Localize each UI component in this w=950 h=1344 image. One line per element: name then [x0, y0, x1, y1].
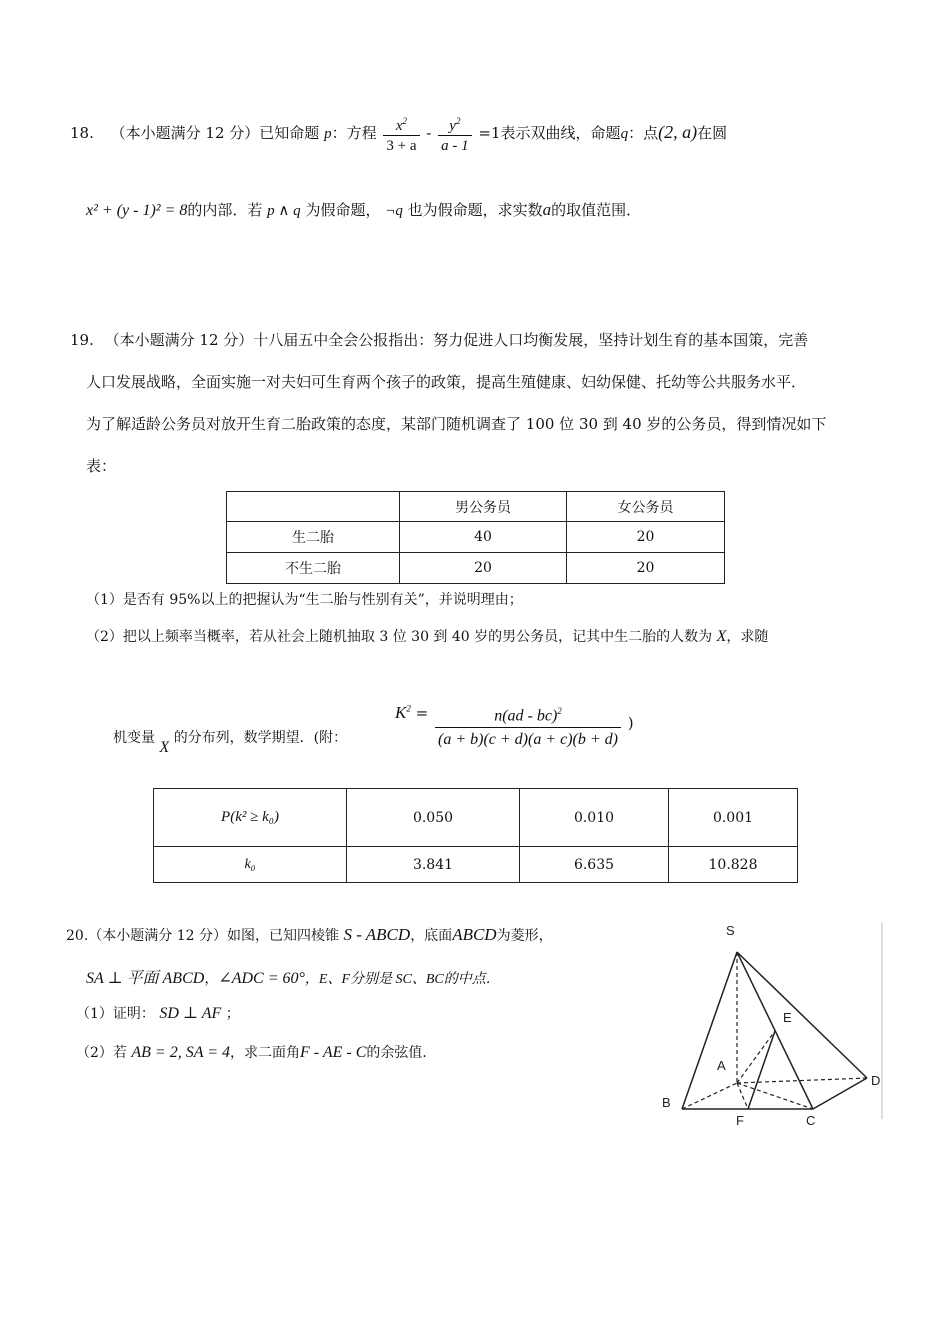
label-A: A: [717, 1058, 726, 1073]
q18-notq: ¬q: [385, 203, 403, 219]
q20-text: ，: [204, 971, 219, 987]
q18-a: a: [542, 200, 552, 219]
q20-text: ，底面: [410, 928, 453, 944]
q18-minus: -: [426, 124, 432, 142]
label-S: S: [726, 923, 735, 938]
edge-CD: [813, 1078, 867, 1109]
table-cell: P(k² ≥ k₀): [154, 789, 347, 847]
edge-EF: [748, 1031, 775, 1109]
k2-formula: $K^2$ = $\frac{n(ad - bc)^2}{(a + b)(c + d)(a + c)(b + d)}$ ): [395, 700, 634, 752]
q18-text: 为假命题，: [305, 201, 381, 219]
q20-text: ，E、F分别是 SC、BC的中点．: [304, 972, 500, 987]
table-cell: 生二胎: [227, 522, 400, 553]
q19-text: 机变量: [113, 730, 155, 746]
q18-header: （本小题满分 12 分）: [110, 124, 260, 142]
q20-base: ABCD: [452, 925, 497, 944]
q19-text: （本小题满分 12 分）十八届五中全会公报指出：努力促进人口均衡发展，坚持计划生育的基本国策，完善: [104, 331, 809, 349]
table-cell: 20: [400, 553, 567, 584]
q19-line3: 为了解适龄公务员对放开生育二胎政策的态度，某部门随机调查了 100 位 30 到 40 岁的公务员，得到情况如下: [86, 415, 827, 433]
q19-line2: 人口发展战略，全面实施一对夫妇可生育两个孩子的政策，提高生殖健康、妇幼保健、托幼等公共服务水平．: [86, 373, 807, 391]
q18-p: p: [324, 126, 332, 142]
q18-text: 在圆: [697, 124, 728, 142]
q20-sa-perp: SA ⊥ 平面 ABCD: [86, 970, 205, 987]
formula-eq: =: [415, 704, 429, 723]
edge-AE: [737, 1031, 775, 1083]
q18-frac-x: $\frac{x^2}{3 + a}$: [383, 112, 419, 156]
q19-line4: 表：: [86, 457, 117, 475]
q20-sub1: [76, 1004, 240, 1024]
label-D: D: [871, 1073, 881, 1088]
label-E: E: [783, 1010, 792, 1025]
q18-number: 18.: [70, 124, 94, 142]
q18-text: 的取值范围．: [551, 201, 642, 219]
label-B: B: [662, 1095, 671, 1110]
table-cell: 6.635: [520, 847, 669, 883]
table-cell: 0.010: [520, 789, 669, 847]
q20-sd-perp: SD ⊥ AF: [159, 1005, 222, 1022]
table-header: 女公务员: [567, 492, 725, 522]
edge-SD: [737, 952, 867, 1078]
q19-X: X: [716, 628, 727, 645]
q18-text: 表示双曲线，命题: [500, 124, 621, 142]
edge-AF: [737, 1083, 748, 1109]
edge-SB: [682, 952, 737, 1109]
q19-sub1: （1）是否有 95%以上的把握认为“生二胎与性别有关”，并说明理由；: [86, 592, 523, 608]
table-row: [227, 522, 725, 553]
k2-symbol: K: [395, 703, 407, 723]
q18-circle: x² + (y - 1)² = 8: [86, 202, 188, 219]
formula-num: n(ad - bc): [494, 707, 558, 725]
q18-pq: p ∧ q: [267, 203, 301, 219]
survey-table: [226, 491, 725, 584]
q20-dihedral: F - AE - C: [300, 1044, 367, 1061]
q20-number: 20.: [66, 928, 89, 944]
q18-text: 点: [643, 124, 659, 142]
q19-line1: [70, 330, 808, 350]
formula-den: (a + b)(c + d)(a + c)(b + d): [437, 731, 618, 749]
edge-SC: [737, 952, 813, 1109]
table-cell: 0.001: [669, 789, 798, 847]
q18-text: 也为假命题，求实数: [407, 201, 543, 219]
q18-point: (2, a): [658, 122, 698, 142]
pyramid-figure: [655, 915, 890, 1127]
table-cell: 不生二胎: [227, 553, 400, 584]
q20-line1: [66, 925, 553, 946]
q19-text: ，求随: [726, 629, 769, 645]
table-row: [154, 789, 798, 847]
q20-ab-sa: AB = 2, SA = 4: [131, 1044, 230, 1061]
formula-close: ): [627, 714, 634, 733]
label-C: C: [806, 1113, 816, 1127]
formula-frac: $\frac{n(ad - bc)^2}{(a + b)(c + d)(a + c)(b + d)}$: [435, 700, 621, 752]
table-cell: 40: [400, 522, 567, 553]
q20-text: ，求二面角: [230, 1045, 300, 1061]
table-header: [227, 492, 400, 522]
table-cell: 10.828: [669, 847, 798, 883]
q20-text: 的余弦值．: [366, 1045, 437, 1061]
q20-angle: ∠ADC = 60°: [218, 970, 305, 987]
table-cell: k₀: [154, 847, 347, 883]
table-row: [227, 553, 725, 584]
q20-text: （2）若: [76, 1045, 127, 1061]
q20-line2: [86, 969, 500, 990]
table-cell: 20: [567, 522, 725, 553]
q19-number: 19.: [70, 331, 94, 349]
q19-sub2-line1: [86, 627, 768, 647]
q19-X: X: [159, 739, 170, 756]
q20-text: ；: [225, 1006, 240, 1022]
q20-text: （1）证明：: [76, 1006, 155, 1022]
q18-text: 已知命题: [259, 124, 320, 142]
table-cell: 3.841: [347, 847, 520, 883]
q18-eq: =1: [478, 124, 501, 142]
q19-text: 的分布列，数学期望．(附：: [173, 730, 348, 746]
q18-line1: 18. （本小题满分 12 分）已知命题 p：方程 $\frac{x^2}{3 + a}$ - $\frac{y^2}{a - 1}$ =1表示双曲线，命题q：点(2, a)在圆: [70, 112, 727, 156]
q19-text: （2）把以上频率当概率，若从社会上随机抽取 3 位 30 到 40 岁的男公务员，记其中生二胎的人数为: [86, 629, 713, 645]
q19-sub2-line2: [113, 727, 348, 756]
critical-value-table: [153, 788, 798, 883]
table-row: [154, 847, 798, 883]
q18-text: 方程: [346, 124, 377, 142]
q20-sub2: [76, 1043, 436, 1063]
q18-frac-y: $\frac{y^2}{a - 1}$: [438, 112, 472, 156]
q18-text: 的内部．若: [187, 201, 263, 219]
table-cell: 0.050: [347, 789, 520, 847]
label-F: F: [736, 1113, 744, 1127]
q20-text: 为菱形，: [496, 928, 553, 944]
q20-text: （本小题满分 12 分）如图，已知四棱锥: [88, 928, 339, 944]
q20-pyramid: S - ABCD: [343, 925, 411, 944]
table-header: 男公务员: [400, 492, 567, 522]
table-cell: 20: [567, 553, 725, 584]
q18-line2: [86, 200, 641, 221]
q18-q: q: [620, 126, 629, 142]
